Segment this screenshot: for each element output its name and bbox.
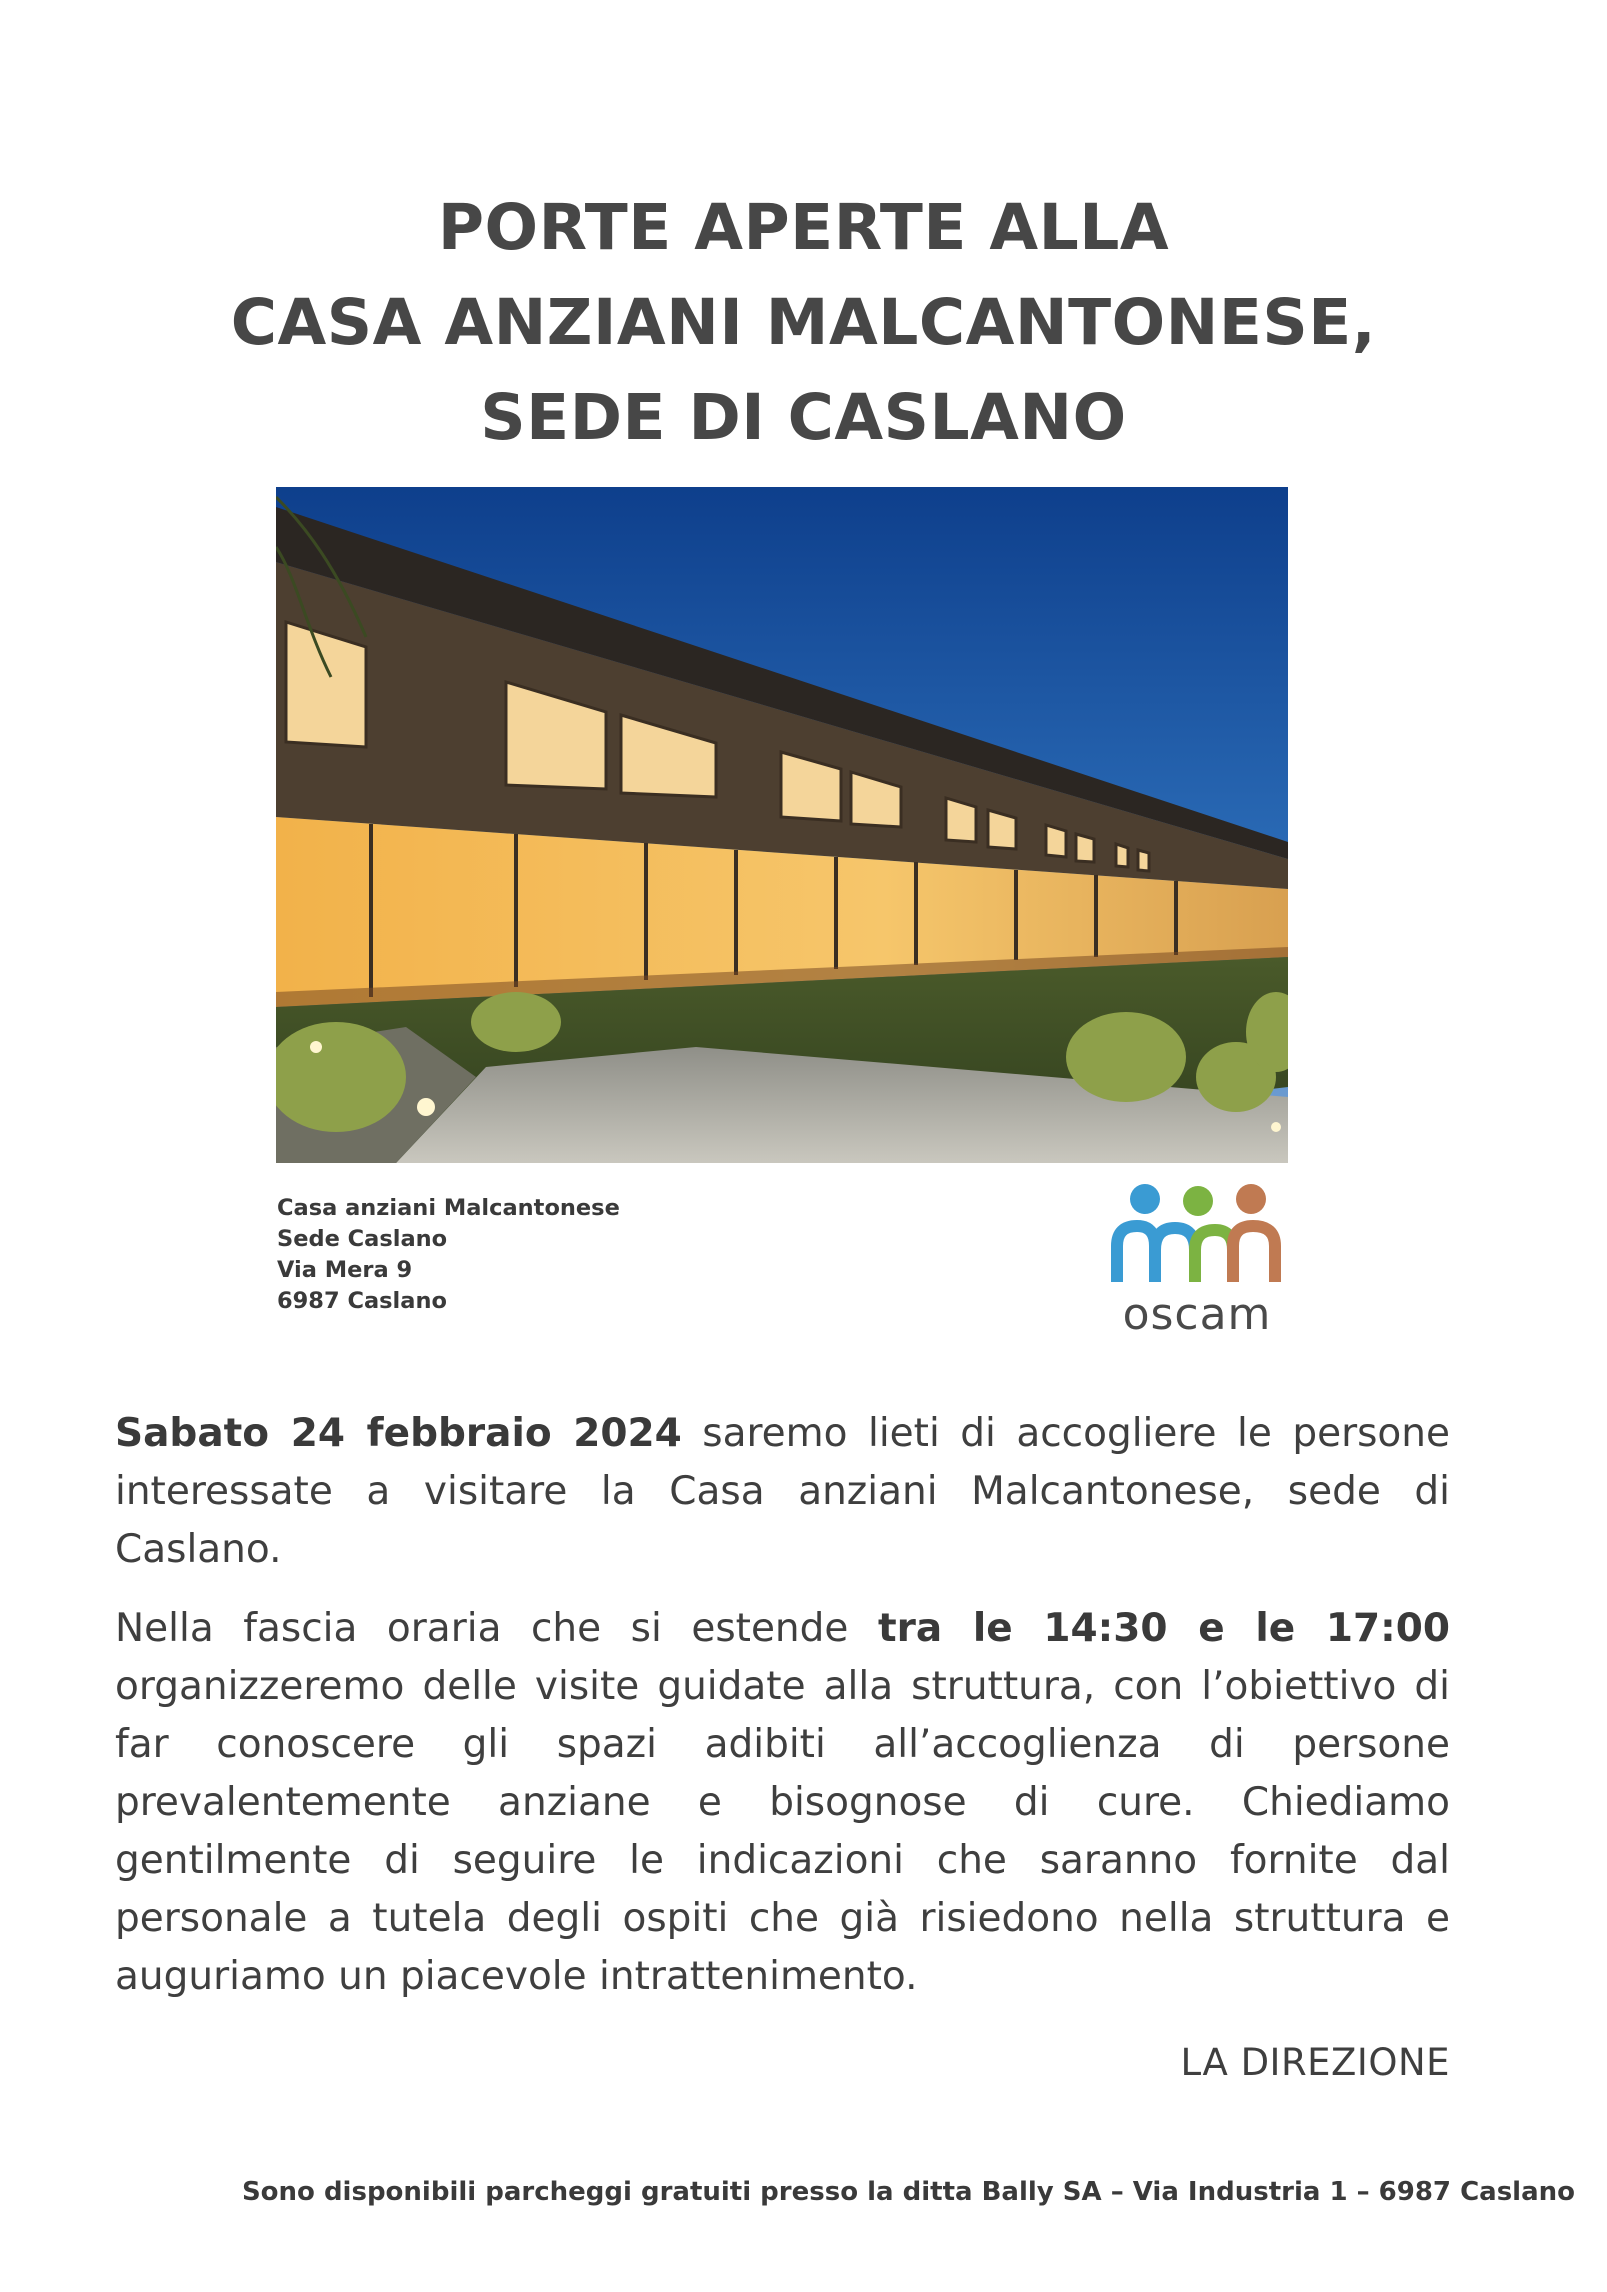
address-line-4: 6987 Caslano	[277, 1288, 447, 1314]
address-block	[277, 1193, 620, 1317]
time-highlight: tra le 14:30 e le 17:00	[877, 1606, 1451, 1651]
footer-note: Sono disponibili parcheggi gratuiti presso la ditta Bally SA – Via Industria 1 – 6987 Caslano	[241, 2177, 1575, 2207]
paragraph1-text: saremo lieti di accogliere le persone interessate a visitare la Casa anziani Malcantonese, sede di Caslano.	[115, 1411, 1450, 1572]
logo-wordmark: oscam	[1122, 1289, 1272, 1340]
address-line-1: Casa anziani Malcantonese	[277, 1195, 620, 1221]
title-line-3: SEDE DI CASLANO	[480, 381, 1127, 454]
paragraph2-text-before: Nella fascia oraria che si estende	[115, 1606, 878, 1651]
address-line-3: Via Mera 9	[277, 1257, 413, 1283]
paragraph2-text-after: organizzeremo delle visite guidate alla struttura, con l’obiettivo di far conoscere gli spazi adibiti all’accoglienza di persone prevalentemente anziane e bisognose di cure. Chiediamo gentilmente di seguire le indicazioni che saranno fornite dal personale a tutela degli ospiti che già risiedono nella struttura e auguriamo un piacevole intrattenimento.	[115, 1664, 1450, 1999]
paragraph-details	[115, 1600, 1450, 2006]
page-title	[0, 180, 1607, 465]
date-highlight: Sabato 24 febbraio 2024	[115, 1411, 682, 1456]
title-line-2: CASA ANZIANI MALCANTONESE,	[230, 286, 1377, 359]
paragraph-date	[115, 1405, 1450, 1579]
oscam-figures-icon	[1103, 1180, 1291, 1295]
address-line-2: Sede Caslano	[277, 1226, 448, 1252]
title-line-1: PORTE APERTE ALLA	[437, 191, 1170, 264]
signature: LA DIREZIONE	[1180, 2041, 1450, 2084]
building-photo	[276, 487, 1288, 1163]
oscam-logo	[1103, 1180, 1291, 1340]
